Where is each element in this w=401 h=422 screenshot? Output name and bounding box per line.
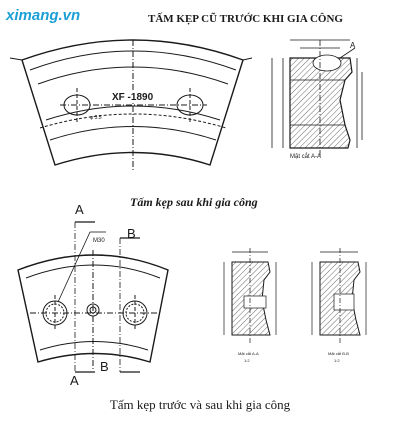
middle-title: Tấm kẹp sau khi gia công — [130, 195, 258, 209]
section-bb-small-label: Mặt cắt B-B — [328, 351, 349, 356]
watermark-text: ximang.vn — [6, 7, 81, 24]
plate-marking: XF -1890 — [112, 92, 154, 103]
detail-circle — [313, 55, 341, 71]
thread-label: M30 — [93, 238, 105, 244]
cut-letter-b-top: B — [127, 226, 136, 241]
old-plate-drawing — [10, 40, 252, 170]
new-plate-drawing — [18, 222, 168, 372]
cut-letter-a-top: A — [75, 202, 84, 217]
section-a-a-drawing — [272, 40, 362, 158]
detail-letter-a: A — [350, 41, 356, 50]
hole-dimension: φ 3.5 — [90, 115, 102, 121]
section-a-profile — [290, 58, 352, 148]
section-a-a-small-drawing — [224, 248, 276, 345]
scale-bb: 1:2 — [334, 358, 340, 363]
section-a-label: Mặt cắt A-A — [290, 154, 322, 160]
figure-caption: Tấm kẹp trước và sau khi gia công — [109, 397, 291, 412]
scale-aa: 1:2 — [244, 358, 250, 363]
section-b-b-small-drawing — [312, 248, 366, 345]
section-aa-small-label: Mặt cắt A-A — [238, 351, 259, 356]
cut-letter-b-bottom: B — [100, 359, 109, 374]
top-title: TẤM KẸP CŨ TRƯỚC KHI GIA CÔNG — [148, 13, 343, 25]
cut-letter-a-bottom: A — [70, 373, 79, 388]
